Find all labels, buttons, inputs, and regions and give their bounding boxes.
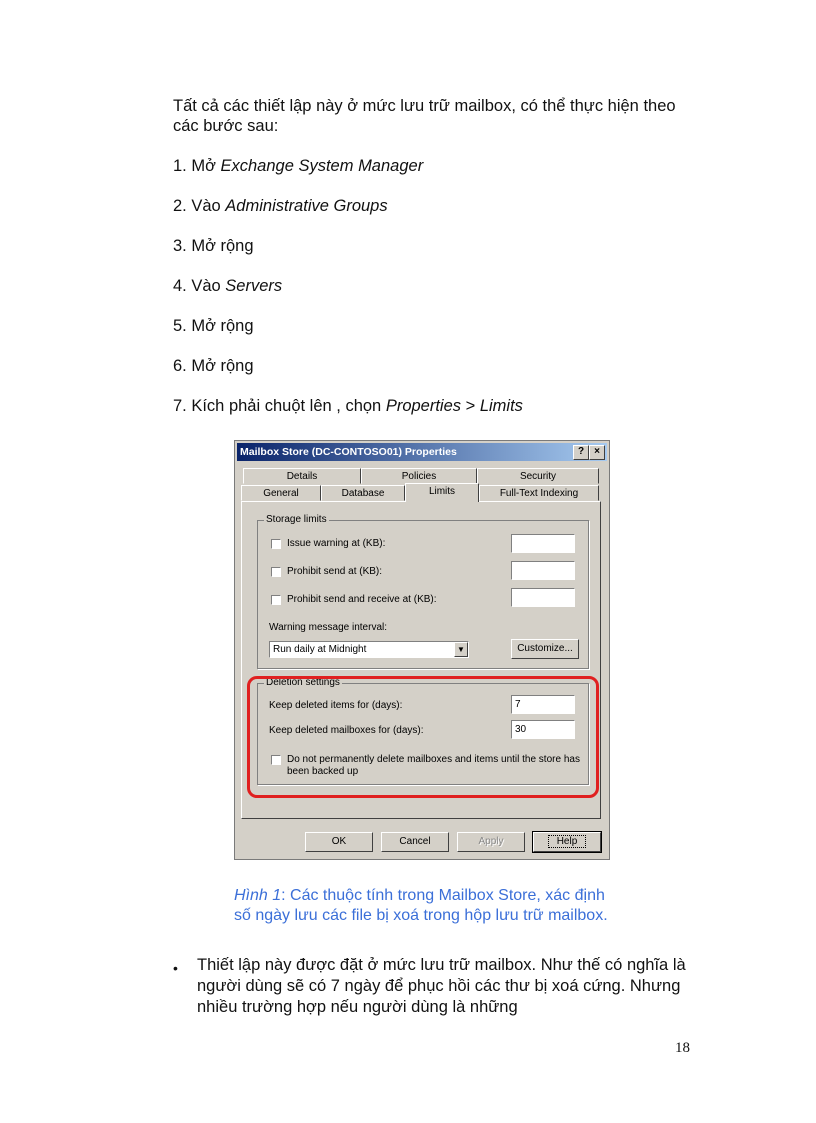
prohibit-send-receive-label: Prohibit send and receive at (KB):: [287, 594, 437, 605]
keep-mailboxes-label: Keep deleted mailboxes for (days):: [269, 725, 424, 736]
warning-interval-value: Run daily at Midnight: [273, 644, 367, 655]
tab-database[interactable]: Database: [321, 485, 405, 501]
bullet-paragraph: Thiết lập này được đặt ở mức lưu trữ mailbox. Như thế có nghĩa là người dùng sẽ có 7 ngày để phục hồi các thư bị xoá cứng. Nhưng nhiều trường hợp nếu người dùng là những: [197, 956, 686, 1016]
tab-full-text-indexing[interactable]: Full-Text Indexing: [479, 485, 599, 501]
ok-button[interactable]: OK: [305, 832, 373, 852]
step-7: 7. Kích phải chuột lên , chọn Properties > Limits: [173, 397, 523, 415]
tab-details[interactable]: Details: [243, 468, 361, 484]
prohibit-send-input[interactable]: [511, 561, 575, 580]
tab-limits[interactable]: Limits: [405, 483, 479, 502]
no-delete-until-backup-label-1: Do not permanently delete mailboxes and items until the store has: [287, 754, 580, 765]
apply-button[interactable]: Apply: [457, 832, 525, 852]
highlight-deletion-settings: [247, 676, 599, 798]
tab-policies[interactable]: Policies: [361, 468, 477, 484]
bullet-marker: •: [173, 960, 178, 976]
no-delete-until-backup-label-2: been backed up: [287, 766, 359, 777]
page-number: 18: [675, 1040, 690, 1056]
dialog-titlebar: [237, 443, 607, 461]
step-5: 5. Mở rộng: [173, 317, 254, 335]
issue-warning-input[interactable]: [511, 534, 575, 553]
keep-items-label: Keep deleted items for (days):: [269, 700, 403, 711]
step-2: 2. Vào Administrative Groups: [173, 197, 388, 215]
warning-interval-label: Warning message interval:: [269, 622, 388, 633]
prohibit-send-receive-checkbox[interactable]: [271, 595, 281, 605]
issue-warning-label: Issue warning at (KB):: [287, 538, 386, 549]
step-1: 1. Mở Exchange System Manager: [173, 157, 424, 175]
prohibit-send-receive-input[interactable]: [511, 588, 575, 607]
tab-general[interactable]: General: [241, 485, 321, 501]
prohibit-send-label: Prohibit send at (KB):: [287, 566, 383, 577]
step-4: 4. Vào Servers: [173, 277, 283, 295]
dialog-title: Mailbox Store (DC-CONTOSO01) Properties: [240, 446, 457, 458]
warning-interval-select[interactable]: [269, 641, 469, 658]
deletion-settings-legend: Deletion settings: [266, 677, 340, 688]
figure-caption: Hình 1: Các thuộc tính trong Mailbox Store, xác định số ngày lưu các file bị xoá trong hộp lưu trữ mailbox.: [234, 887, 608, 924]
keep-mailboxes-input[interactable]: 30: [511, 720, 575, 739]
cancel-button[interactable]: Cancel: [381, 832, 449, 852]
step-3: 3. Mở rộng: [173, 237, 254, 255]
help-title-button[interactable]: ?: [573, 445, 589, 460]
help-button[interactable]: Help: [533, 832, 601, 852]
close-button[interactable]: ×: [589, 445, 605, 460]
prohibit-send-checkbox[interactable]: [271, 567, 281, 577]
chevron-down-icon[interactable]: ▼: [454, 642, 468, 657]
keep-items-input[interactable]: 7: [511, 695, 575, 714]
customize-button[interactable]: Customize...: [511, 639, 579, 659]
intro-paragraph: Tất cả các thiết lập này ở mức lưu trữ mailbox, có thể thực hiện theo các bước sau:: [173, 97, 676, 135]
issue-warning-checkbox[interactable]: [271, 539, 281, 549]
step-6: 6. Mở rộng: [173, 357, 254, 375]
storage-limits-legend: Storage limits: [266, 514, 327, 525]
tab-security[interactable]: Security: [477, 468, 599, 484]
